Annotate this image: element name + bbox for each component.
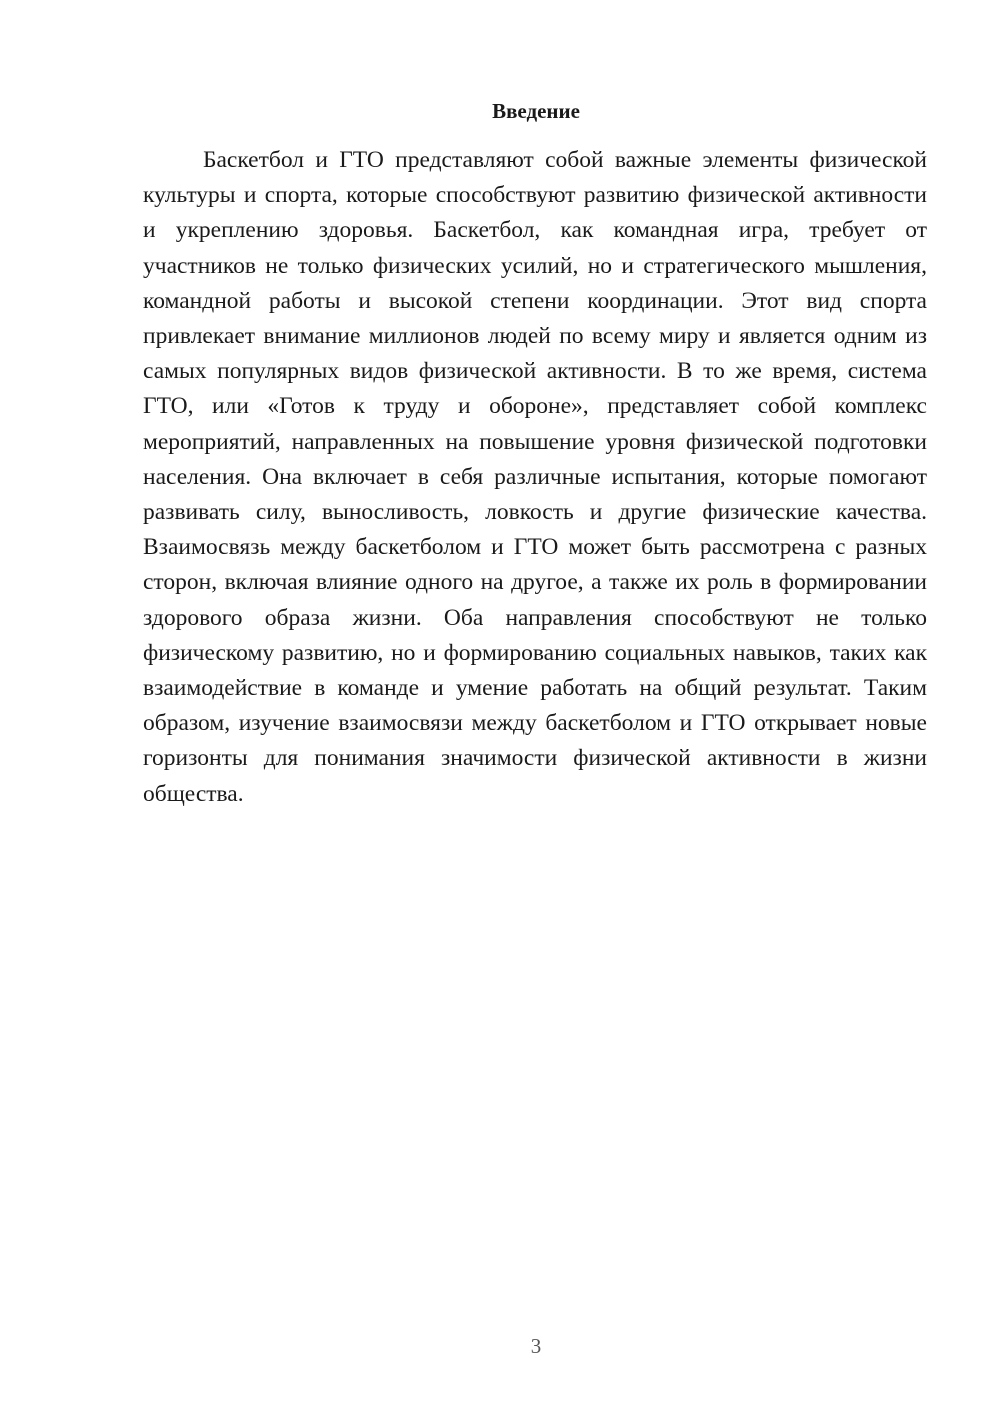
page-number: 3: [530, 1334, 542, 1358]
section-heading: Введение: [492, 99, 580, 123]
body-paragraph: Баскетбол и ГТО представляют собой важные элементы физической культуры и спорта, которые способствуют развитию физической активности и укреплению здоровья. Баскетбол, как командная игра, требует от участников не только физических усилий, но и стратегического мышления, командной работы и высокой степени координации. Этот вид спорта привлекает внимание миллионов людей по всему миру и является одним из самых популярных видов физической активности. В то же время, система ГТО, или «Готов к труду и обороне», представляет собой комплекс мероприятий, направленных на повышение уровня физической подготовки населения. Она включает в себя различные испытания, которые помогают развивать силу, выносливость, ловкость и другие физические качества. Взаимосвязь между баскетболом и ГТО может быть рассмотрена с разных сторон, включая влияние одного на другое, а также их роль в формировании здорового образа жизни. Оба направления способствуют не только физическому развитию, но и формированию социальных навыков, таких как взаимодействие в команде и умение работать на общий результат. Таким образом, изучение взаимосвязи между баскетболом и ГТО открывает новые горизонты для понимания значимости физической активности в жизни общества.: [143, 147, 927, 807]
